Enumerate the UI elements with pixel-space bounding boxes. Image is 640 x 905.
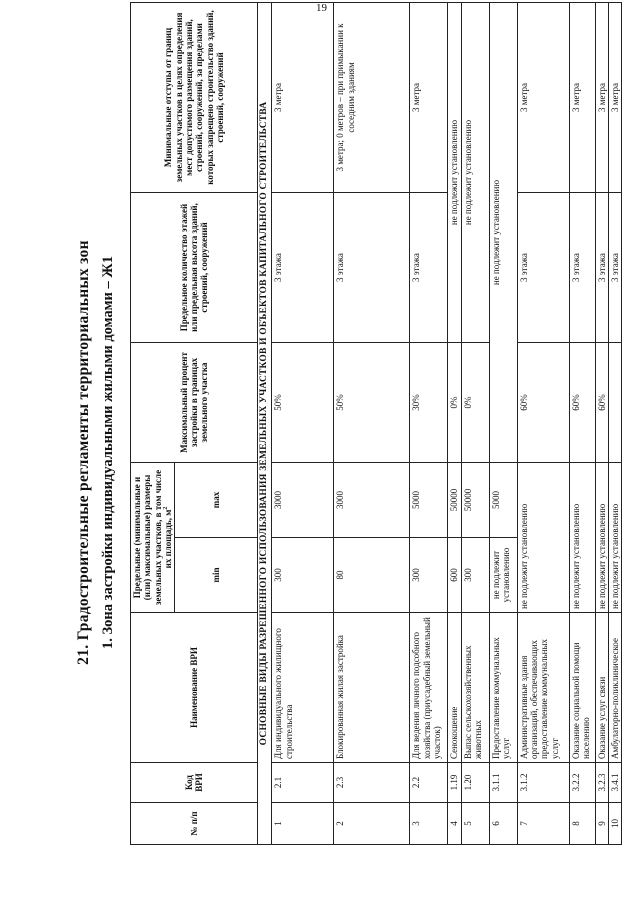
cell-size: не подлежит установлению — [608, 463, 621, 613]
header-percent: Максимальный процент застройки в границах земельного участка — [131, 343, 258, 463]
cell-name: Блокированная жилая застройка — [334, 613, 410, 763]
cell-code: 1.20 — [461, 763, 489, 803]
cell-size: не подлежит установлению — [569, 463, 595, 613]
cell-max: 50000 — [461, 463, 489, 538]
table-row — [334, 3, 410, 845]
cell-num: 1 — [272, 803, 334, 845]
cell-percent: 50% — [334, 343, 410, 463]
header-max: max — [175, 463, 258, 538]
cell-floors: 3 этажа — [608, 193, 621, 343]
cell-percent: 60% — [569, 343, 595, 463]
cell-num: 3 — [410, 803, 448, 845]
cell-setback: 3 метра — [595, 3, 608, 193]
cell-setback: 3 метра — [569, 3, 595, 193]
cell-max: 5000 — [489, 463, 517, 538]
cell-percent: 30% — [410, 343, 448, 463]
cell-name: Предоставление коммунальных услуг — [489, 613, 517, 763]
table-row — [410, 3, 448, 845]
table-row — [608, 3, 621, 845]
cell-code: 3.4.1 — [608, 763, 621, 803]
table-row — [461, 3, 489, 845]
cell-min: 600 — [448, 538, 461, 613]
cell-min: не подлежит установлению — [489, 538, 517, 613]
cell-min: 300 — [272, 538, 334, 613]
cell-floors: 3 этажа — [595, 193, 608, 343]
cell-code: 2.3 — [334, 763, 410, 803]
cell-floors: 3 этажа — [272, 193, 334, 343]
cell-code: 3.2.3 — [595, 763, 608, 803]
cell-max: 3000 — [272, 463, 334, 538]
table-row — [569, 3, 595, 845]
cell-code: 3.2.2 — [569, 763, 595, 803]
cell-floors: 3 этажа — [334, 193, 410, 343]
cell-percent: 60% — [595, 343, 608, 463]
table-row — [272, 3, 334, 845]
cell-min: 300 — [410, 538, 448, 613]
cell-percent: 0% — [461, 343, 489, 463]
table-row — [595, 3, 608, 845]
cell-setback: 3 метра; 0 метров – при примыкании к соседним зданиям — [334, 3, 410, 193]
cell-num: 5 — [461, 803, 489, 845]
header-size-group-text: Предельные (минимальные и (или) максимальные) размеры земельных участков, в том числе их площадь, м — [132, 469, 174, 606]
header-min: min — [175, 538, 258, 613]
cell-floors: 3 этажа — [569, 193, 595, 343]
regulations-table — [130, 2, 622, 845]
cell-min: 300 — [461, 538, 489, 613]
cell-name: Оказание услуг связи — [595, 613, 608, 763]
cell-num: 9 — [595, 803, 608, 845]
header-floors: Предельное количество этажей или предельная высота зданий, строений, сооружений — [131, 193, 258, 343]
cell-setback: 3 метра — [517, 3, 569, 193]
cell-percent — [608, 343, 621, 463]
cell-floors: 3 этажа — [517, 193, 569, 343]
cell-size: не подлежит установлению — [595, 463, 608, 613]
table-row — [489, 3, 517, 845]
cell-percent: 0% — [448, 343, 461, 463]
cell-min: 80 — [334, 538, 410, 613]
cell-percent: 60% — [517, 343, 569, 463]
cell-size: не подлежит установлению — [517, 463, 569, 613]
cell-setback: 3 метра — [410, 3, 448, 193]
cell-num: 7 — [517, 803, 569, 845]
cell-name: Сенокошение — [448, 613, 461, 763]
cell-name: Оказание социальной помощи населению — [569, 613, 595, 763]
cell-floors-setback: не подлежит установлению — [448, 3, 461, 343]
header-size-group-sup: 2 — [163, 506, 170, 510]
zone-title: 1. Зона застройки индивидуальными жилыми домами – Ж1 — [100, 256, 116, 649]
cell-num: 8 — [569, 803, 595, 845]
cell-code: 3.1.1 — [489, 763, 517, 803]
cell-num: 2 — [334, 803, 410, 845]
page-number: 19 — [316, 2, 327, 14]
cell-num: 6 — [489, 803, 517, 845]
cell-setback: 3 метра — [272, 3, 334, 193]
cell-percent: 50% — [272, 343, 334, 463]
cell-name: Выпас сельскохозяйственных животных — [461, 613, 489, 763]
cell-max: 50000 — [448, 463, 461, 538]
cell-num: 4 — [448, 803, 461, 845]
section-title-cell: ОСНОВНЫЕ ВИДЫ РАЗРЕШЕННОГО ИСПОЛЬЗОВАНИЯ ЗЕМЕЛЬНЫХ УЧАСТКОВ И ОБЪЕКТОВ КАПИТАЛЬНОГО СТРОИТЕЛЬСТВА — [258, 3, 272, 845]
cell-setback: 3 метра — [608, 3, 621, 193]
cell-code: 1.19 — [448, 763, 461, 803]
cell-rest: не подлежит установлению — [489, 3, 517, 463]
header-code: Код ВРИ — [131, 763, 258, 803]
cell-max: 3000 — [334, 463, 410, 538]
cell-floors-setback: не подлежит установлению — [461, 3, 489, 343]
cell-code: 3.1.2 — [517, 763, 569, 803]
header-size-group — [131, 463, 175, 613]
table-row — [517, 3, 569, 845]
section-title: 21. Градостроительные регламенты территориальных зон — [75, 240, 92, 665]
table-row — [448, 3, 461, 845]
cell-code: 2.2 — [410, 763, 448, 803]
cell-max: 5000 — [410, 463, 448, 538]
section-row — [258, 3, 272, 845]
cell-floors: 3 этажа — [410, 193, 448, 343]
header-num: № п/п — [131, 803, 258, 845]
header-setback: Минимальные отступы от границ земельных участков в целях определения мест допустимого размещения зданий, строений, сооружений, за пределами которых запрещено строительство зданий, строений, сооружений — [131, 3, 258, 193]
cell-name: Для индивидуального жилищного строительства — [272, 613, 334, 763]
cell-name: Амбулаторно-поликлиническое — [608, 613, 621, 763]
cell-name: Административные здания организаций, обеспечивающих предоставление коммунальных услуг — [517, 613, 569, 763]
header-name: Наименование ВРИ — [131, 613, 258, 763]
cell-code: 2.1 — [272, 763, 334, 803]
cell-name: Для ведения личного подсобного хозяйства (приусадебный земельный участок) — [410, 613, 448, 763]
cell-num: 10 — [608, 803, 621, 845]
